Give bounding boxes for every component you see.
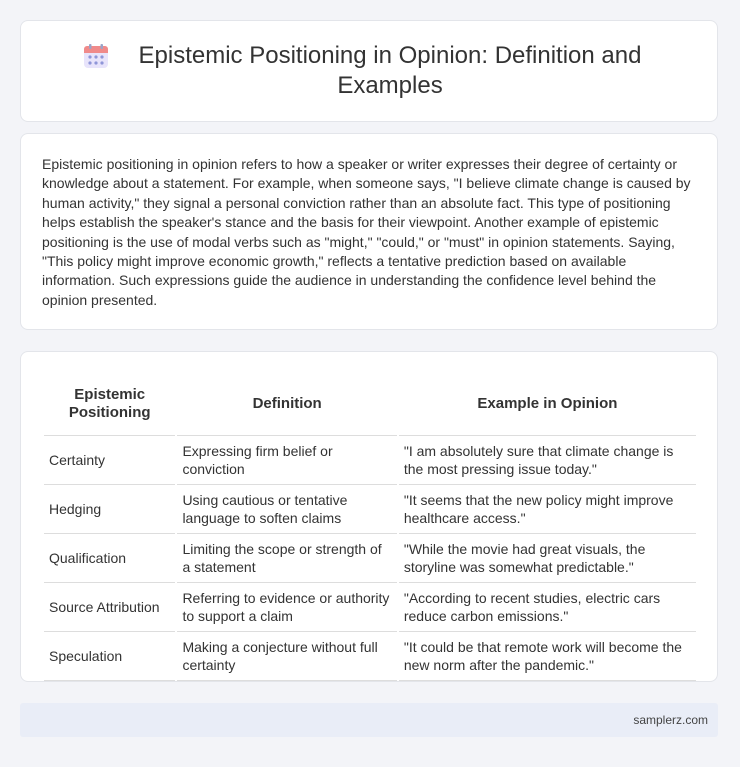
header-definition: Definition [177,373,396,436]
cell-example: "It seems that the new policy might improve healthcare access." [399,485,696,534]
cell-positioning: Qualification [44,534,175,583]
header-epistemic-positioning: Epistemic Positioning [44,373,175,436]
cell-definition: Referring to evidence or authority to support a claim [177,583,396,632]
title-row [83,41,655,101]
description-text: Epistemic positioning in opinion refers to how a speaker or writer expresses their degree of certainty or knowledge about a statement. For example, when someone says, "I believe climate change is caused by human activity," they signal a personal conviction rather than an absolute fact. This type of positioning helps establish the speaker's stance and the basis for their viewpoint. Another example of epistemic positioning is the use of modal verbs such as "might," "could," or "must" in opinion statements. Saying, "This policy might improve economic growth," reflects a tentative prediction based on available information. Such expressions guide the audience in understanding the confidence level behind the opinion presented. [42,156,691,308]
cell-positioning: Certainty [44,436,175,485]
table-row [44,534,696,583]
cell-definition: Expressing firm belief or conviction [177,436,396,485]
table-row [44,632,696,681]
table-header-row [44,373,696,436]
table-row [44,583,696,632]
table-row [44,485,696,534]
cell-definition: Limiting the scope or strength of a statement [177,534,396,583]
description-card [20,133,718,330]
cell-positioning: Speculation [44,632,175,681]
cell-example: "It could be that remote work will become the new norm after the pandemic." [399,632,696,681]
cell-definition: Using cautious or tentative language to soften claims [177,485,396,534]
footer-site-link[interactable]: samplerz.com [633,713,708,727]
table-card [20,351,718,682]
cell-positioning: Source Attribution [44,583,175,632]
cell-example: "I am absolutely sure that climate change is the most pressing issue today." [399,436,696,485]
positioning-table [42,373,698,681]
title-card [20,20,718,122]
calendar-icon [83,43,109,69]
footer [20,703,718,737]
page-title: Epistemic Positioning in Opinion: Definition and Examples [138,42,642,99]
cell-example: "While the movie had great visuals, the storyline was somewhat predictable." [399,534,696,583]
cell-definition: Making a conjecture without full certainty [177,632,396,681]
table-row [44,436,696,485]
cell-example: "According to recent studies, electric cars reduce carbon emissions." [399,583,696,632]
header-example: Example in Opinion [399,373,696,436]
cell-positioning: Hedging [44,485,175,534]
